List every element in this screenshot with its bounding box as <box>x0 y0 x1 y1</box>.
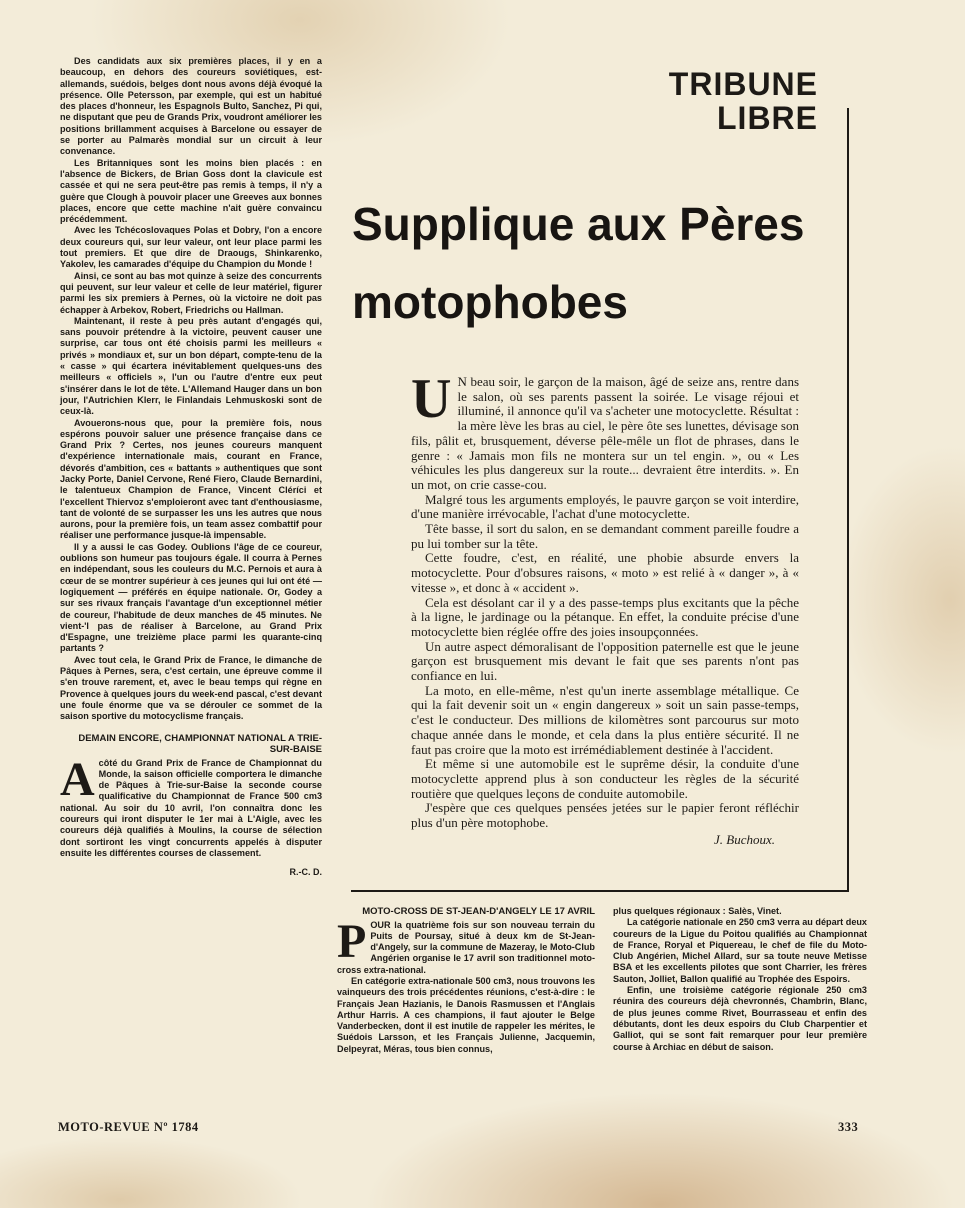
page-number: 333 <box>838 1120 859 1134</box>
motocross-paragraph: En catégorie extra-nationale 500 cm3, nous trouvons les vainqueurs des trois précédentes réunions, c'est-à-dire : le Français Jean Hazianis, le Danois Rasmussen et l'Anglais Arthur Harris. A ces champions, il faut ajouter le Belge Vanderbecken, dont il est inutile de rappeler les mérites, le Suédois Larsson, et les Français Julienne, Jacquemin, Delpeyrat, Méras, tous bien connus, <box>337 975 595 1054</box>
article-body <box>411 368 799 848</box>
trie-sur-baise-text: côté du Grand Prix de France de Championnat du Monde, la saison officielle comportera le dimanche de Pâques à Trie-sur-Baise la seconde course qualificative du Championnat de France 500 cm3 national. Au soir du 10 avril, l'on connaîtra donc les coureurs qui iront disputer le 1er mai à L'Aigle, avec les coureurs déjà qualifiés à Moulins, la course de sélection dont sortiront les vingt concurrents appelés à disputer ensuite les différentes courses de classement. <box>60 757 322 858</box>
magazine-issue: MOTO-REVUE Nº 1784 <box>58 1120 199 1134</box>
section-label-line2: LIBRE <box>717 100 818 136</box>
left-paragraph: Les Britanniques sont les moins bien placés : en l'absence de Bickers, de Brian Goss dont la clavicule est cassée et qui ne sera peut-être pas remis à temps, il n'y a guère que Clough à pouvoir placer une Greeves aux bonnes places, encore que cette machine n'ait guère convaincu précédemment. <box>60 157 322 225</box>
article-paragraph: Malgré tous les arguments employés, le pauvre garçon se voit interdire, d'une manière irrévocable, l'achat d'une motocyclette. <box>411 491 799 522</box>
article-title: Supplique aux Pères motophobes <box>352 198 805 328</box>
article-paragraph: La moto, en elle-même, n'est qu'un inerte assemblage métallique. Ce qui la fait devenir soit un « engin dangereux » soit un sain passe-temps, c'est le conducteur. Des millions de kilomètres sont parcourus sur moto chaque année dans le monde, et cela dans la plus entière sécurité. Il ne faut pas croire que la moto est irrémédiablement destinée à l'accident. <box>411 682 799 757</box>
motocross-intro <box>337 914 595 976</box>
motocross-column-2 <box>613 906 867 1053</box>
left-paragraph: Avec les Tchécoslovaques Polas et Dobry, l'on a encore deux coureurs qui, sur leur valeur, ont leur place parmi les tout premiers. Et que dire de Draougs, Shinkarenko, Yakolev, les camarades d'équipe du Champion du Monde ! <box>60 225 322 270</box>
trie-sur-baise-heading: DEMAIN ENCORE, CHAMPIONNAT NATIONAL A TRIE-SUR-BAISE <box>78 732 322 756</box>
left-paragraph: Avec tout cela, le Grand Prix de France, le dimanche de Pâques à Pernes, sera, c'est certain, une épreuve comme il s'en trouve rarement, et, avec le beau temps qui règne en Provence à quelques jours du week-end pascal, c'est devant une foule énorme que va se dérouler ce sommet de la saison sportive du motocyclisme français. <box>60 654 322 722</box>
drop-cap: A <box>60 752 95 806</box>
section-label-line1: TRIBUNE <box>668 66 818 102</box>
article-paragraph: Cette foudre, c'est, en réalité, une phobie absurde envers la motocyclette. Pour d'obsures raisons, « moto » est relié à « danger », à « vitesse », et donc à « accident ». <box>411 550 799 595</box>
left-paragraph: Des candidats aux six premières places, il y en a beaucoup, en dehors des coureurs soviétiques, est-allemands, suédois, belges dont nous avons déjà évoqué la présence. Olle Petersson, par exemple, qui est un habitué des places d'honneur, les Espagnols Bulto, Sanchez, Pi qui, ne disputant que peu de Grands Prix, voudront améliorer les positions brillamment acquises à Barcelone ou essayer de se porter au Palmarès mondial sur un circuit à leur convenance. <box>60 56 322 157</box>
signature: R.-C. D. <box>289 867 322 878</box>
article-paragraph: Tête basse, il sort du salon, en se demandant comment pareille foudre a pu lui tomber sur la tête. <box>411 521 799 551</box>
motocross-heading: MOTO-CROSS DE ST-JEAN-D'ANGELY LE 17 AVRIL <box>362 906 595 917</box>
article-paragraph: Et même si une automobile est le suprême désir, la conduite d'une motocyclette apprend plus à son conducteur les règles de la sécurité routière que quelques leçons de conduite automobile. <box>411 756 799 801</box>
trie-sur-baise-body <box>60 752 322 860</box>
article-paragraph: Cela est désolant car il y a des passe-temps plus excitants que la pêche à la ligne, le jardinage ou la pétanque. En effet, la conduite précise d'une motocyclette bien réglée offre des joies insoupçonnées. <box>411 594 799 639</box>
article-paragraph: J'espère que ces quelques pensées jetées sur le papier feront réfléchir plus d'un père motophobe. <box>411 800 799 831</box>
article-first-text: N beau soir, le garçon de la maison, âgé de seize ans, rentre dans le salon, où ses parents passent la soirée. Le visage réjoui et illuminé, il annonce qu'il va s'acheter une motocyclette. Résultat : la mère lève les bras au ciel, le père ôte ses lunettes, dévisage son fils, pâlit et, brusquement, déverse pêle-mêle un flot de phrases, dans le genre : « Jamais mon fils ne montera sur un tel engin. », ou « Les véhicules les plus dangereux sur la route... devraient être interdits. ». En un mot, on crie casse-cou. <box>411 374 799 492</box>
left-paragraph: Il y a aussi le cas Godey. Oublions l'âge de ce coureur, oublions son humeur pas toujours égale. Il courra à Pernes en indépendant, sous les couleurs du M.C. Pernois et aura à cœur de se montrer supérieur à ces jeunes qui lui ont été — logiquement — préférés en équipe nationale. Or, Godey a sur ses rivaux français l'avantage d'un exceptionnel métier de coureur, l'habitude de deux manches de 45 minutes. Ne vient-'l pas de réaliser à Barcelone, au Grand Prix d'Espagne, une treizième place parmi les quarante-cinq partants ? <box>60 541 322 654</box>
article-first-paragraph <box>411 368 799 493</box>
motocross-paragraph: La catégorie nationale en 250 cm3 verra au départ deux coureurs de la Ligue du Poitou qualifiés au Championnat de France, Roryal et Piquereau, le chef de file du Moto-Club Angérien, Michel Allard, sur sa toute neuve Metisse BSA et les excellents pilotes que sont Charrier, les frères Sauton, Jolliet, Ballon qualifié au Trophée des Espoirs. <box>613 917 867 984</box>
left-paragraph: Maintenant, il reste à peu près autant d'engagés qui, sans pouvoir prétendre à la victoire, peuvent causer une surprise, car tous ont été choisis parmi les meilleurs « privés » mondiaux et, sur un bon départ, compte-tenu de la « casse » qui écartera inévitablement quelques-uns des meilleurs « officiels », l'un ou l'autre d'entre eux peut s'insérer dans le lot de tête. L'Allemand Hauger dans un bon jour, l'Autrichien Klerr, le Finlandais Lehmuskoski sont de ceux-là. <box>60 315 322 417</box>
author-signature: J. Buchoux. <box>713 831 775 847</box>
article-paragraph: Un autre aspect démoralisant de l'opposition paternelle est que le jeune garçon est brusquement mis devant le fait que ses parents n'ont pas confiance en lui. <box>411 638 799 684</box>
motocross-paragraph: Enfin, une troisième catégorie régionale 250 cm3 réunira des coureurs déjà chevronnés, Chambrin, Blanc, de plus jeunes comme Rivet, Bourrasseau et enfin des débutants, dont les deux espoirs du Club Charpentier et Galliot, qui se sont fait remarquer pour leur première course à Archiac en début de saison. <box>613 985 867 1052</box>
motocross-continuation: plus quelques régionaux : Salès, Vinet. <box>613 906 782 916</box>
motocross-column-1 <box>337 906 595 1055</box>
drop-cap: U <box>411 368 452 430</box>
left-column <box>60 56 322 878</box>
left-paragraph: Ainsi, ce sont au bas mot quinze à seize des concurrents qui peuvent, sur leur valeur et celle de leur matériel, figurer parmi les six premiers à Pernes, où la victoire ne doit pas échapper à Arbekov, Robert, Friedrichs ou Hallman. <box>60 270 322 315</box>
motocross-intro-text: OUR la quatrième fois sur son nouveau terrain du Puits de Poursay, situé à deux km de St-Jean-d'Angely, sur la commune de Mazeray, le Moto-Club Angérien organise le 17 avril son traditionnel moto-cross extra-national. <box>337 919 595 975</box>
drop-cap: P <box>337 914 367 968</box>
section-label <box>630 67 818 135</box>
left-paragraph: Avouerons-nous que, pour la première fois, nous espérons pouvoir saluer une présence française dans ce Grand Prix ? Certes, nos jeunes coureurs manquent d'expérience internationale mais, courant en France, dévorés d'ambition, ces « battants » authentiques que sont Jacky Porte, Daniel Cervone, René Fiero, Claude Bernardini, le talentueux Champion de France, Vincent Cléríci et l'excellent Thiervoz s'emploieront avec tant d'enthousiasme, tant de volonté de se surpasser les uns les autres que nous aurons, pour la première fois, un team assez combattif pour réaliser une performance jusque-là impensable. <box>60 417 322 541</box>
